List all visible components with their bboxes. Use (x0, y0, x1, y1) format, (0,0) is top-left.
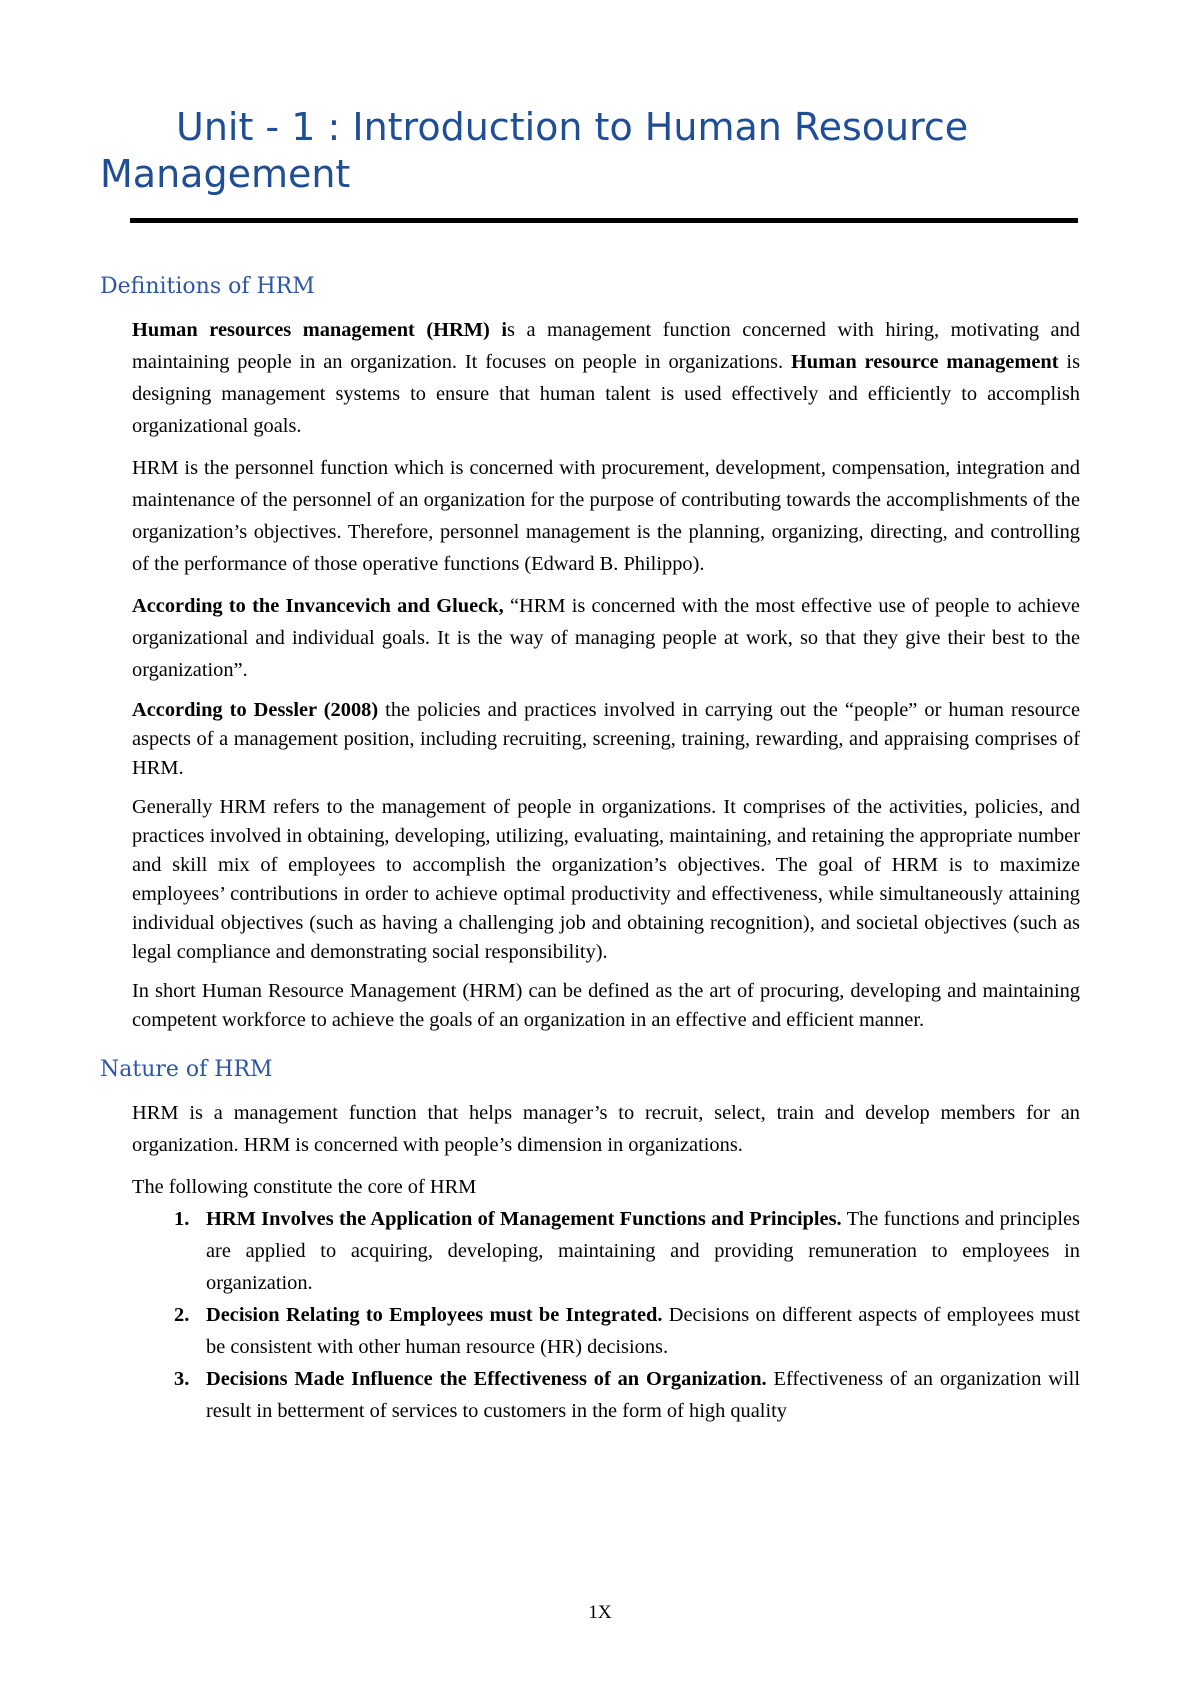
nature-paragraph-2: The following constitute the core of HRM (132, 1176, 477, 1198)
definitions-heading: Definitions of HRM (100, 274, 315, 299)
list-text: The functions and principles are applied to acquiring, developing, maintaining and providing remuneration to employees in organization. (206, 1208, 1080, 1294)
page-number: 1X (588, 1602, 612, 1623)
list-text: Decisions on different aspects of employees must be consistent with other human resource (HR) decisions. (206, 1304, 1080, 1358)
paragraph-text: s a management function concerned with hiring, motivating and maintaining people in an organization. It focuses on people in organizations. (132, 319, 1080, 373)
list-number: 1. (174, 1208, 190, 1230)
title-line-1: Unit - 1 : Introduction to Human Resource (176, 105, 969, 149)
list-item (132, 1299, 1080, 1363)
title-underline-rule (130, 218, 1078, 223)
list-item (132, 1203, 1080, 1299)
nature-paragraph-1: HRM is a management function that helps manager’s to recruit, select, train and develop members for an organization. HRM is concerned with people’s dimension in organizations. (132, 1102, 1080, 1156)
bold-term: According to the Invancevich and Glueck, (132, 595, 504, 617)
paragraph-text: is designing management systems to ensure that human talent is used effectively and efficiently to accomplish organizational goals. (132, 351, 1081, 437)
definitions-paragraph-2: HRM is the personnel function which is concerned with procurement, development, compensation, integration and maintenance of the personnel of an organization for the purpose of contributing towards the accomplishments of the organization’s objectives. Therefore, personnel management is the planning, organizing, directing, and controlling of the performance of those operative functions (Edward B. Philippo). (132, 457, 1080, 575)
definitions-paragraph-5: Generally HRM refers to the management of people in organizations. It comprises of the activities, policies, and practices involved in obtaining, developing, utilizing, evaluating, maintaining, and retaining the appropriate number and skill mix of employees to accomplish the organization’s objectives. The goal of HRM is to maximize employees’ contributions in order to achieve optimal productivity and effectiveness, while simultaneously attaining individual objectives (such as having a challenging job and obtaining recognition), and societal objectives (such as legal compliance and demonstrating social responsibility). (132, 796, 1080, 963)
definitions-paragraph-1 (132, 314, 1080, 442)
list-item (132, 1363, 1080, 1427)
bold-term: HRM Involves the Application of Management Functions and Principles. (206, 1208, 842, 1230)
paragraph-text: the policies and practices involved in carrying out the “people” or human resource aspects of a management position, including recruiting, screening, training, rewarding, and appraising comprises of HRM. (132, 699, 1081, 779)
document-body (100, 272, 1080, 1427)
bold-term: Human resource management (790, 351, 1059, 373)
bold-term: Human resources management (HRM) i (132, 319, 507, 341)
bold-term: Decision Relating to Employees must be Integrated. (206, 1304, 663, 1326)
definitions-paragraph-4 (132, 696, 1080, 783)
list-number: 2. (174, 1304, 190, 1326)
bold-term: According to Dessler (2008) (132, 699, 379, 721)
list-number: 3. (174, 1368, 190, 1390)
page-title (100, 104, 1090, 198)
paragraph-text: “HRM is concerned with the most effective use of people to achieve organizational and individual goals. It is the way of managing people at work, so that they give their best to the organization”. (132, 595, 1080, 681)
nature-core-list (132, 1203, 1080, 1427)
nature-heading: Nature of HRM (100, 1057, 273, 1082)
bold-term: Decisions Made Influence the Effectiveness of an Organization. (206, 1368, 767, 1390)
title-line-2: Management (100, 152, 351, 196)
definitions-paragraph-6: In short Human Resource Management (HRM) can be defined as the art of procuring, developing and maintaining competent workforce to achieve the goals of an organization in an effective and efficient manner. (132, 980, 1080, 1031)
list-text: Effectiveness of an organization will result in betterment of services to customers in the form of high quality (206, 1368, 1080, 1422)
definitions-paragraph-3 (132, 590, 1080, 686)
